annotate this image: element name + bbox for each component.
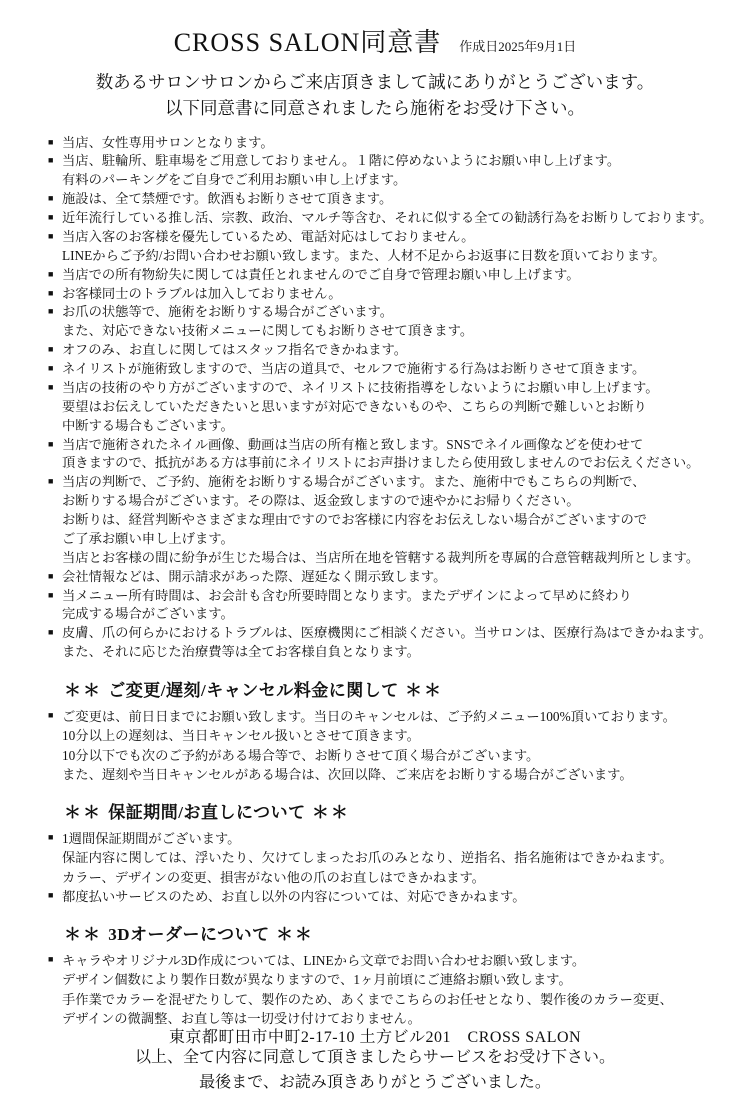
list-item [62, 209, 713, 228]
list-item-line: 有料のパーキングをご自身でご利用お願い申し上げます。 [62, 172, 407, 188]
list-item-line: ■ 皮膚、爪の何らかにおけるトラブルは、医療機関にご相談ください。当サロンは、医療行為はできかねます。 [62, 625, 712, 641]
list-item [62, 341, 710, 360]
terms-list [26, 134, 724, 663]
list-item-line: 要望はお伝えしていただきたいと思いますが対応できないものや、こちらの判断で難しいとお断り [62, 398, 647, 414]
list-item [62, 568, 710, 587]
footer-address: 東京都町田市中町2-17-10 土方ビル201 CROSS SALON [168, 1029, 582, 1046]
list-item [62, 707, 710, 784]
list-item-line: ■ 1週間保証期間がございます。 [62, 831, 241, 847]
list-item-line: ■ お客様同士のトラブルは加入しておりません。 [62, 285, 342, 301]
closing-line-1: 以上、全て内容に同意して頂きましたらサービスをお受け下さい。 [134, 1049, 615, 1067]
list-item-line: カラー、デザインの変更、損害がない他の爪のお直しはできかねます。 [62, 869, 485, 885]
list-item [62, 624, 710, 662]
list-item-line: ■ 当店で施術されたネイル画像、動画は当店の所有権と致します。SNSでネイル画像などを使わせて [62, 436, 644, 452]
star-decor-icon: ＊＊ [398, 681, 443, 700]
list-item-line: ■ ネイリストが施術致しますので、当店の道具で、セルフで施術する行為はお断りさせて頂きます。 [62, 361, 646, 376]
list-item-line: 10分以上の遅刻は、当日キャンセル扱いとさせて頂きます。 [62, 728, 420, 744]
list-item [62, 190, 710, 209]
list-item [62, 303, 710, 341]
list-item [62, 829, 710, 887]
section-heading [64, 798, 724, 823]
list-item-line: 保証内容に関しては、浮いたり、欠けてしまったお爪のみとなり、逆指名、指名施術はできかねます。 [62, 850, 673, 866]
list-item-line: ■ 施設は、全て禁煙です。飲酒もお断りさせて頂きます。 [62, 191, 393, 207]
list-item-line: また、対応できない技術メニューに関してもお断りさせて頂きます。 [62, 323, 474, 339]
list-item-line: ■ キャラやオリジナル3D作成については、LINEから文章でお問い合わせお願い致します。 [62, 953, 586, 969]
section-heading-label: 3Dオーダーについて [108, 925, 270, 945]
lead-line-1: 数あるサロンサロンからご来店頂きまして誠にありがとうございます。 [95, 72, 655, 92]
list-item-line: 当店とお客様の間に紛争が生じた場合は、当店所在地を管轄する裁判所を専属的合意管轄裁判所とします。 [62, 549, 700, 565]
list-item-line: ■ 都度払いサービスのため、お直し以外の内容については、対応できかねます。 [62, 888, 526, 904]
section-heading [64, 676, 724, 701]
list-item [62, 887, 710, 906]
sections-container [26, 676, 724, 1028]
list-item-line: デザイン個数により製作日数が異なりますので、1ヶ月前頃にご連絡お願い致します。 [62, 972, 572, 988]
list-item [62, 152, 710, 190]
list-item [62, 379, 710, 436]
list-item-line: 手作業でカラーを混ぜたりして、製作のため、あくまでこちらのお任せとなり、製作後のカラー変更、 [62, 991, 673, 1007]
list-item [62, 228, 710, 266]
list-item-line: ■ 当店での所有物紛失に関しては責任とれませんのでご自身で管理お願い申し上げます。 [62, 266, 580, 282]
list-item [62, 285, 710, 304]
list-item-line: ■ 当店、女性専用サロンとなります。 [62, 134, 274, 150]
closing-line-2: 最後まで、お読み頂きありがとうございました。 [199, 1073, 551, 1091]
list-item-line: LINEからご予約/お問い合わせお願い致します。また、人材不足からお返事に日数を頂いております。 [62, 247, 666, 263]
list-item-line: ■ ご変更は、前日日までにお願い致します。当日のキャンセルは、ご予約メニュー100%頂いております。 [62, 709, 676, 724]
document-header [26, 22, 724, 59]
list-item-line: ■ オフのみ、お直しに関してはスタッフ指名できかねます。 [62, 342, 408, 358]
list-item-line: 完成する場合がございます。 [62, 606, 234, 622]
list-item-line: ■ 当店、駐輪所、駐車場をご用意しておりません。１階に停めないようにお願い申し上げます。 [62, 153, 621, 169]
section-heading [64, 920, 724, 945]
list-item-line: お断りする場合がございます。その際は、返金致しますので速やかにお帰りください。 [62, 493, 580, 509]
lead-paragraph [26, 69, 724, 122]
section-body [26, 951, 724, 1028]
list-item-line: ご了承お願い申し上げます。 [62, 530, 234, 546]
list-item [62, 266, 710, 285]
list-item-line: ■ お爪の状態等で、施術をお断りする場合がございます。 [62, 304, 394, 320]
list-item-line: ■ 当メニュー所有時間は、お会計も含む所要時間となります。またデザインによって早めに終わり [62, 587, 632, 603]
star-decor-icon: ＊＊ [64, 803, 109, 823]
list-item-line: また、それに応じた治療費等は全てお客様自負となります。 [62, 644, 420, 660]
list-item-line: また、遅刻や当日キャンセルがある場合は、次回以降、ご来店をお断りする場合がございます。 [62, 766, 633, 782]
star-decor-icon: ＊＊ [305, 803, 350, 823]
list-item-line: ■ 当店入客のお客様を優先しているため、電話対応はしておりません。 [62, 228, 475, 244]
list-item-line: デザインの微調整、お直し等は一切受け付けておりません。 [62, 1010, 421, 1026]
star-decor-icon: ＊＊ [269, 925, 314, 945]
list-item [62, 473, 710, 567]
list-item-line: 頂きますので、抵抗がある方は事前にネイリストにお声掛けましたら使用致しませんのでお伝えください。 [62, 455, 700, 471]
lead-line-2: 以下同意書に同意されましたら施術をお受け下さい。 [165, 98, 585, 119]
list-item-line: ■ 当店の判断で、ご予約、施術をお断りする場合がございます。また、施術中でもこちらの判断で、 [62, 474, 646, 490]
section-body [26, 707, 724, 784]
star-decor-icon: ＊＊ [64, 681, 109, 700]
list-item-line: お断りは、経営判断やさまざまな理由ですのでお客様に内容をお伝えしない場合がございますので [62, 512, 648, 527]
list-item [62, 436, 710, 474]
section-heading-label: 保証期間/お直しについて [108, 803, 306, 823]
list-item-line: ■ 当店の技術のやり方がございますので、ネイリストに技術指導をしないようにお願い申し上げます。 [62, 379, 659, 395]
list-item [62, 360, 710, 379]
list-item-line: 中断する場合もございます。 [62, 417, 234, 433]
list-item [62, 587, 710, 625]
page-title: CROSS SALON同意書 [173, 28, 442, 57]
list-item [62, 951, 710, 1028]
section-body [26, 829, 724, 906]
list-item [62, 134, 710, 153]
star-decor-icon: ＊＊ [64, 925, 109, 945]
closing-paragraph [26, 1046, 724, 1096]
creation-date: 作成日2025年9月1日 [459, 39, 577, 54]
list-item-line: ■ 近年流行している推し活、宗教、政治、マルチ等含む、それに似する全ての勧誘行為をお断りしております。 [62, 210, 713, 225]
list-item-line: ■ 会社情報などは、開示請求があった際、遅延なく開示致します。 [62, 568, 447, 584]
section-heading-label: ご変更/遅刻/キャンセル料金に関して [108, 681, 399, 700]
list-item-line: 10分以下でも次のご予約がある場合等で、お断りさせて頂く場合がございます。 [62, 747, 540, 763]
